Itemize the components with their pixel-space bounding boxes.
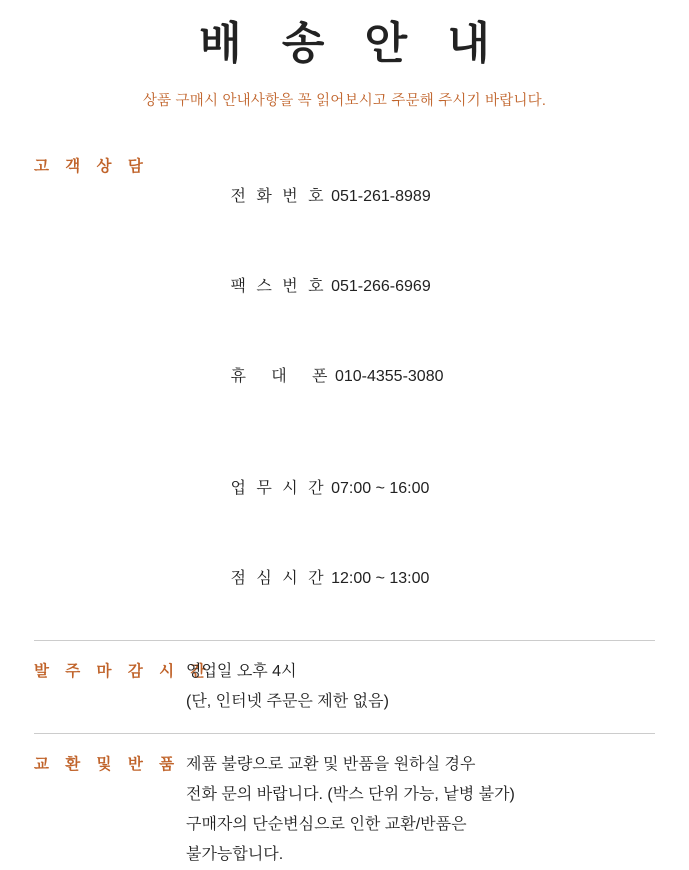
info-row xyxy=(186,242,655,332)
info-row xyxy=(186,332,655,422)
section-divider xyxy=(34,640,655,641)
info-row: 제품 불량으로 교환 및 반품을 원하실 경우 xyxy=(186,755,476,773)
info-row: 불가능합니다. xyxy=(186,845,284,863)
info-row: 전화 문의 바랍니다. (박스 단위 가능, 낱병 불가) xyxy=(186,785,515,803)
section-order-deadline xyxy=(0,657,689,717)
section-divider xyxy=(34,733,655,734)
section-body-exchange-return xyxy=(186,750,655,870)
info-row xyxy=(186,444,655,534)
info-value: 12:00 ~ 13:00 xyxy=(331,569,430,587)
info-row: 구매자의 단순변심으로 인한 교환/반품은 xyxy=(186,815,467,833)
info-key: 점 심 시 간 xyxy=(230,569,327,587)
section-label-customer-support: 고 객 상 담 xyxy=(34,157,149,175)
section-label-exchange-return: 교 환 및 반 품 xyxy=(34,755,181,773)
info-value: 07:00 ~ 16:00 xyxy=(331,479,430,497)
section-exchange-return xyxy=(0,750,689,870)
info-row: (단, 인터넷 주문은 제한 없음) xyxy=(186,692,389,710)
notice-sections xyxy=(0,152,689,870)
section-body-customer-support xyxy=(186,152,655,624)
info-value: 051-266-6969 xyxy=(331,277,431,295)
page-subtitle: 상품 구매시 안내사항을 꼭 읽어보시고 주문해 주시기 바랍니다. xyxy=(142,92,547,109)
row-spacer xyxy=(186,422,655,444)
info-value: 051-261-8989 xyxy=(331,187,431,205)
info-value: 010-4355-3080 xyxy=(334,367,444,385)
info-key: 업 무 시 간 xyxy=(230,479,327,497)
section-body-order-deadline xyxy=(186,657,655,717)
info-row xyxy=(186,152,655,242)
page-title: 배 송 안 내 xyxy=(199,19,504,68)
section-customer-support xyxy=(0,152,689,624)
section-label-order-deadline: 발 주 마 감 시 간 xyxy=(34,662,212,680)
info-key: 전 화 번 호 xyxy=(230,187,327,205)
info-row xyxy=(186,534,655,624)
info-key: 팩 스 번 호 xyxy=(230,277,327,295)
info-row: 영업일 오후 4시 xyxy=(186,662,297,680)
info-key: 휴 대 폰 xyxy=(230,367,331,385)
